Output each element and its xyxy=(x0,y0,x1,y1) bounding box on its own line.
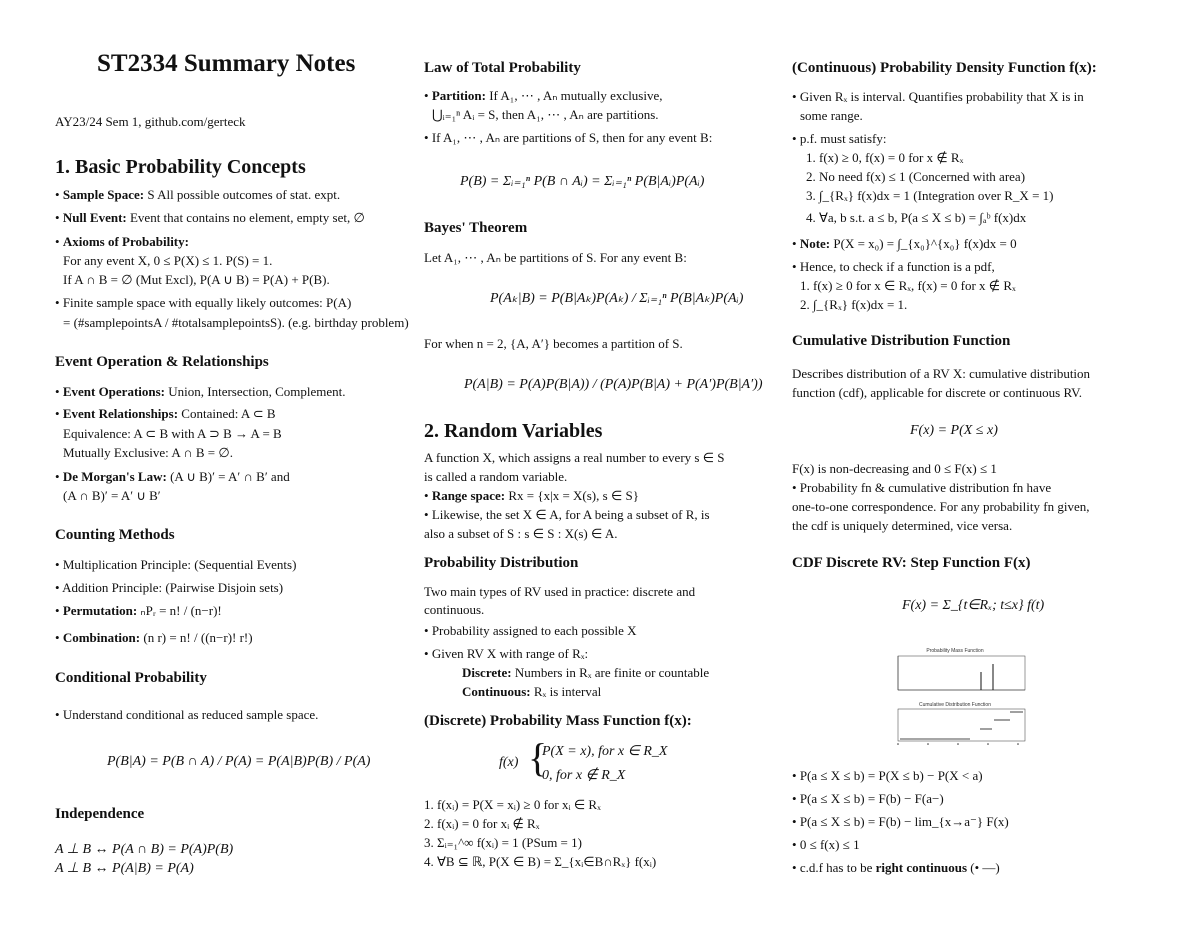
event-rel-item: • Event Relationships: Contained: A ⊂ B xyxy=(55,406,276,421)
range-space-item: • Range space: Rx = {x|x = X(s), s ∈ S} xyxy=(424,488,639,503)
independence-line-1: A ⊥ B ↔ P(A ∩ B) = P(A)P(B) xyxy=(55,842,234,857)
pdf-satisfy-4: 4. ∀a, b s.t. a ≤ b, P(a ≤ X ≤ b) = ∫ₐᵇ f(x)dx xyxy=(806,210,1027,225)
pmf-prop-4: 4. ∀B ⊆ ℝ, P(X ∈ B) = Σ_{xᵢ∈B∩Rₓ} f(xᵢ) xyxy=(424,854,657,869)
cdf-heading: Cumulative Distribution Function xyxy=(792,333,1011,349)
permutation-item: • Permutation: ₙPᵣ = n! / (n−r)! xyxy=(55,603,222,618)
bullet-1: • P(a ≤ X ≤ b) = P(X ≤ b) − P(X < a) xyxy=(792,768,983,783)
demorgan-item: • De Morgan's Law: (A ∪ B)′ = A′ ∩ B′ and xyxy=(55,469,290,484)
likewise-line-1: • Likewise, the set X ∈ A, for A being a subset of R, is xyxy=(424,507,710,522)
continuous-item: Continuous: Rₓ is interval xyxy=(462,684,602,699)
pmf-prop-1: 1. f(xᵢ) = P(X = xᵢ) ≥ 0 for xᵢ ∈ Rₓ xyxy=(424,797,601,812)
independence-line-2: A ⊥ B ↔ P(A|B) = P(A) xyxy=(55,861,194,876)
bullet-4: • 0 ≤ f(x) ≤ 1 xyxy=(792,837,860,852)
pdf-line-2: some range. xyxy=(800,108,863,123)
independence-heading: Independence xyxy=(55,806,145,822)
step-heading: CDF Discrete RV: Step Function F(x) xyxy=(792,555,1031,571)
prob-dist-line-3: • Probability assigned to each possible X xyxy=(424,623,637,638)
conditional-text: • Understand conditional as reduced sample space. xyxy=(55,707,319,722)
ltp-text: • If A₁, ⋯ , Aₙ are partitions of S, then for any event B: xyxy=(424,130,713,145)
pdf-satisfy: • p.f. must satisfy: xyxy=(792,131,887,146)
finite-sample-line-1: • Finite sample space with equally likely outcomes: P(A) xyxy=(55,295,352,310)
pdf-hence-1: 1. f(x) ≥ 0 for x ∈ Rₓ, f(x) = 0 for x ∉ Rₓ xyxy=(800,278,1016,293)
axioms-item: • Axioms of Probability: xyxy=(55,234,189,249)
pmf-heading: (Discrete) Probability Mass Function f(x): xyxy=(424,713,692,729)
sample-space-item: • Sample Space: S All possible outcomes of stat. expt. xyxy=(55,187,341,202)
cdf-line-3: F(x) is non-decreasing and 0 ≤ F(x) ≤ 1 xyxy=(792,461,997,476)
axioms-line-1: For any event X, 0 ≤ P(X) ≤ 1. P(S) = 1. xyxy=(63,253,273,268)
bullet-2: • P(a ≤ X ≤ b) = F(b) − F(a−) xyxy=(792,791,944,806)
pdf-line-1: • Given Rₓ is interval. Quantifies probability that X is in xyxy=(792,89,1084,104)
prob-dist-heading: Probability Distribution xyxy=(424,555,579,571)
prob-dist-line-1: Two main types of RV used in practice: discrete and xyxy=(424,584,696,599)
pdf-satisfy-1: 1. f(x) ≥ 0, f(x) = 0 for x ∉ Rₓ xyxy=(806,150,964,165)
finite-sample-line-2: = (#samplepointsA / #totalsamplepointsS). (e.g. birthday problem) xyxy=(63,315,409,330)
bayes-heading: Bayes' Theorem xyxy=(424,220,528,236)
pmf-case-1: P(X = x), for x ∈ R_X xyxy=(542,744,668,759)
cdf-line-4: • Probability fn & cumulative distribution fn have xyxy=(792,480,1052,495)
combination-item: • Combination: (n r) = n! / ((n−r)! r!) xyxy=(55,630,253,645)
conditional-heading: Conditional Probability xyxy=(55,670,207,686)
n2-equation: P(A|B) = P(A)P(B|A)) / (P(A)P(B|A) + P(A′)P(B|A′)) xyxy=(464,377,763,392)
cdf-line-6: the cdf is uniquely determined, vice versa. xyxy=(792,518,1013,533)
bayes-text: Let A₁, ⋯ , Aₙ be partitions of S. For any event B: xyxy=(424,250,687,265)
step-equation: F(x) = Σ_{t∈Rₓ; t≤x} f(t) xyxy=(902,598,1045,613)
ltp-heading: Law of Total Probability xyxy=(424,60,581,76)
pmf-case-2: 0, for x ∉ R_X xyxy=(542,768,626,783)
section-heading-basic-probability: 1. Basic Probability Concepts xyxy=(55,156,306,178)
pmf-f-label: f(x) xyxy=(499,755,519,770)
event-rel-line-3: Mutually Exclusive: A ∩ B = ∅. xyxy=(63,445,233,460)
event-rel-line-2: Equivalence: A ⊂ B with A ⊃ B → A = B xyxy=(63,426,282,441)
pdf-note: • Note: P(X = x₀) = ∫_{x₀}^{x₀} f(x)dx = 0 xyxy=(792,236,1017,251)
pmf-brace: { xyxy=(528,735,548,780)
pdf-hence: • Hence, to check if a function is a pdf, xyxy=(792,259,995,274)
event-ops-heading: Event Operation & Relationships xyxy=(55,354,269,370)
pmf-prop-3: 3. Σᵢ₌₁^∞ f(xᵢ) = 1 (PSum = 1) xyxy=(424,835,582,850)
addition-item: • Addition Principle: (Pairwise Disjoin sets) xyxy=(55,580,284,595)
cdf-line-1: Describes distribution of a RV X: cumulative distribution xyxy=(792,366,1091,381)
ltp-equation: P(B) = Σᵢ₌₁ⁿ P(B ∩ Aᵢ) = Σᵢ₌₁ⁿ P(B|Aᵢ)P(Aᵢ) xyxy=(460,174,705,189)
page-title: ST2334 Summary Notes xyxy=(97,50,356,77)
pmf-cdf-mini-plots xyxy=(880,644,1030,752)
pdf-heading: (Continuous) Probability Density Function f(x): xyxy=(792,60,1097,76)
pdf-satisfy-2: 2. No need f(x) ≤ 1 (Concerned with area) xyxy=(806,169,1026,184)
pdf-satisfy-3: 3. ∫_{Rₓ} f(x)dx = 1 (Integration over R_X = 1) xyxy=(806,188,1054,203)
cdf-plot-title: Cumulative Distribution Function xyxy=(919,702,991,708)
axioms-line-2: If A ∩ B = ∅ (Mut Excl), P(A ∪ B) = P(A) + P(B). xyxy=(63,272,330,287)
cdf-line-2: function (cdf), applicable for discrete or continuous RV. xyxy=(792,385,1083,400)
demorgan-line-2: (A ∩ B)′ = A′ ∪ B′ xyxy=(63,488,161,503)
bullet-5: • c.d.f has to be right continuous (• —) xyxy=(792,860,1000,875)
partition-item: • Partition: If A₁, ⋯ , Aₙ mutually exclusive, xyxy=(424,88,663,103)
multiplication-item: • Multiplication Principle: (Sequential Events) xyxy=(55,557,297,572)
partition-line-2: ⋃ᵢ₌₁ⁿ Aᵢ = S, then A₁, ⋯ , Aₙ are partitions. xyxy=(432,107,659,122)
bullet-3: • P(a ≤ X ≤ b) = F(b) − lim_{x→a⁻} F(x) xyxy=(792,814,1009,829)
subtitle: AY23/24 Sem 1, github.com/gerteck xyxy=(55,114,246,129)
pdf-hence-2: 2. ∫_{Rₓ} f(x)dx = 1. xyxy=(800,297,908,312)
prob-dist-line-4: • Given RV X with range of Rₓ: xyxy=(424,646,589,661)
cdf-line-5: one-to-one correspondence. For any probability fn given, xyxy=(792,499,1090,514)
prob-dist-line-2: continuous. xyxy=(424,602,485,617)
n2-text: For when n = 2, {A, A′} becomes a partition of S. xyxy=(424,336,683,351)
section-heading-random-variables: 2. Random Variables xyxy=(424,420,603,442)
event-ops-item: • Event Operations: Union, Intersection, Complement. xyxy=(55,384,346,399)
pmf-plot-title: Probability Mass Function xyxy=(926,648,984,654)
bayes-equation: P(Aₖ|B) = P(B|Aₖ)P(Aₖ) / Σᵢ₌₁ⁿ P(B|Aₖ)P(Aᵢ) xyxy=(490,291,744,306)
cdf-equation: F(x) = P(X ≤ x) xyxy=(910,423,998,438)
discrete-item: Discrete: Numbers in Rₓ are finite or countable xyxy=(462,665,710,680)
pmf-prop-2: 2. f(xᵢ) = 0 for xᵢ ∉ Rₓ xyxy=(424,816,540,831)
null-event-item: • Null Event: Event that contains no element, empty set, ∅ xyxy=(55,210,365,225)
conditional-equation: P(B|A) = P(B ∩ A) / P(A) = P(A|B)P(B) / P(A) xyxy=(107,754,371,769)
rv-line-1: A function X, which assigns a real number to every s ∈ S xyxy=(424,450,725,465)
likewise-line-2: also a subset of S : s ∈ S : X(s) ∈ A. xyxy=(424,526,618,541)
counting-heading: Counting Methods xyxy=(55,527,175,543)
rv-line-2: is called a random variable. xyxy=(424,469,568,484)
